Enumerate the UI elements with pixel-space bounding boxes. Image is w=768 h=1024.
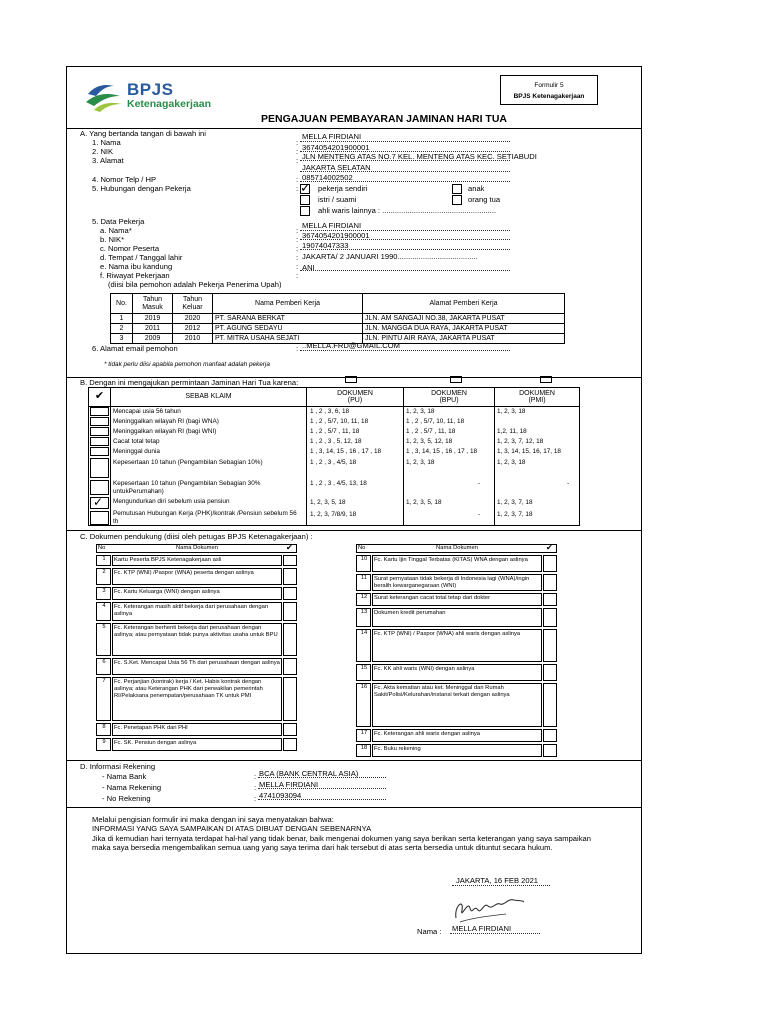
col-line — [110, 406, 111, 526]
bpu-row-8: 1, 2, 3, 5, 18 — [406, 499, 442, 506]
dotted-line — [452, 885, 550, 886]
doc-no: 15 — [360, 665, 368, 671]
th-no: No. — [111, 294, 133, 314]
statement-line-3: Jika di kemudian hari ternyata terdapat hal-hal yang tidak benar, baik mengenai dokumen yang saya berikan serta keterangan yang saya sampaikan maka saya bersedia mengembalikan semua uang yang saya terima dari hak tersebut di atas serta bersedia untuk dituntut secara hukum. — [92, 834, 591, 853]
checkbox-row-4[interactable] — [90, 437, 109, 446]
checkbox-dokumen-pu[interactable] — [345, 376, 357, 383]
option-anak: anak — [468, 184, 485, 193]
cell: PT. SARANA BERKAT — [213, 314, 363, 324]
sebab-row-3: Meninggalkan wilayah RI (bagi WNI) — [113, 428, 217, 435]
statement-line-2: INFORMASI YANG SAYA SAMPAIKAN DI ATAS DIBUAT DENGAN SEBENARNYA — [92, 824, 372, 833]
pu-row-8: 1, 2, 3, 5, 18 — [310, 499, 346, 506]
pmi-row-6: 1, 2, 3, 18 — [497, 459, 526, 466]
checkbox-anak[interactable] — [452, 184, 462, 194]
doc-name: Fc. Perjanjian (kontrak) kerja / Ket. Habis kontrak dengan aslinya; atau Keterangan PHK dari perwakilan pemerintah RI/Pelaksana penempatan/perusahaan TK untuk PMI — [114, 678, 263, 699]
label-email: 6. Alamat email pemohon — [92, 344, 178, 353]
bpu-row-3: 1 , 2 , 5/7 , 11, 18 — [406, 428, 456, 435]
value-ibu: ANI — [302, 263, 315, 272]
doc-no: 3 — [102, 588, 106, 594]
colon: : — [296, 184, 299, 193]
option-istri-suami: istri / suami — [318, 195, 357, 204]
value-pekerja-nik: 3674054201900001 — [302, 231, 370, 240]
col-line — [403, 406, 404, 526]
pu-row-3: 1 , 2 , 5/7 , 11, 18 — [310, 428, 360, 435]
pmi-row-3: 1,2, 11, 18 — [497, 428, 527, 435]
value-bank: BCA (BANK CENTRAL ASIA) — [259, 769, 359, 778]
doc-name: Surat pernyataan tidak bekerja di Indonesia lagi (WNA)/ingin beralih kewarganegaraan (WNI) — [374, 575, 530, 589]
doc-header-check: ✔ — [286, 543, 293, 552]
colon: : — [254, 794, 257, 803]
label-alamat: 3. Alamat — [92, 156, 124, 165]
doc-name: Fc. Penetapan PHK dari PHI — [114, 724, 188, 731]
pmi-row-7: - — [567, 480, 570, 487]
th-alamat: Alamat Pemberi Kerja — [363, 294, 565, 314]
colon: : — [296, 226, 299, 235]
dotted-line — [300, 239, 510, 240]
label-pekerja-nama: a. Nama* — [100, 226, 132, 235]
label-pekerja-nik: b. NIK* — [100, 235, 125, 244]
sebab-row-5: Meninggal dunia — [113, 448, 160, 455]
doc-no: 4 — [102, 603, 106, 609]
doc-header-check: ✔ — [546, 543, 553, 552]
checkbox-orang-tua[interactable] — [452, 195, 462, 205]
pmi-row-5: 1, 3, 14, 15, 16, 17, 18 — [497, 448, 561, 455]
value-alamat-2: JAKARTA SELATAN — [302, 163, 371, 172]
dotted-line — [258, 777, 386, 778]
value-ttl: JAKARTA/ 2 JANUARI 1990...................................... — [302, 252, 478, 261]
checkbox-row-2[interactable] — [90, 417, 109, 426]
statement-line-1: Melalui pengisian formulir ini maka dengan ini saya menyatakan bahwa: — [92, 815, 334, 824]
value-nik: 3674054201900001 — [302, 143, 370, 152]
th-pemberi: Nama Pemberi Kerja — [213, 294, 363, 314]
checkbox-row-1[interactable] — [90, 407, 109, 416]
doc-no: 18 — [360, 745, 368, 751]
checkmark-icon: ✓ — [300, 180, 311, 195]
pmi-row-4: 1, 2, 3, 7, 12, 18 — [497, 438, 544, 445]
doc-name: Fc. Keterangan masih aktif bekerja dari perusahaan dengan aslinya — [114, 603, 269, 617]
value-telp: 085714002502 — [302, 173, 353, 182]
pu-row-6: 1 , 2 , 3 , 4/5, 18 — [310, 459, 357, 466]
doc-name: Fc. Kartu Keluarga (WNI) dengan aslinya — [114, 588, 220, 595]
dotted-line — [300, 171, 510, 172]
checkbox-dokumen-pmi[interactable] — [540, 376, 552, 383]
section-c-heading: C. Dokumen pendukung (diisi oleh petugas BPJS Ketenagakerjaan) : — [80, 532, 313, 541]
doc-header-nama: Nama Dokumen — [436, 545, 478, 551]
option-pekerja-sendiri: pekerja sendiri — [318, 184, 368, 193]
colon: : — [296, 344, 299, 353]
pmi-row-9: 1, 2, 3, 7, 18 — [497, 511, 533, 518]
checkbox-doc-1[interactable] — [283, 555, 297, 566]
pu-row-2: 1 , 2 , 5/7, 10, 11, 18 — [310, 418, 369, 425]
doc-header-no: No — [358, 545, 366, 551]
dotted-line — [300, 141, 510, 142]
th-dok-bpu-1: DOKUMEN — [431, 389, 467, 397]
dotted-line — [300, 270, 510, 271]
table-row — [111, 324, 565, 334]
footnote: * tidak perlu diisi apabila pemohon manfaat adalah pekerja — [104, 361, 270, 368]
checkbox-doc-2[interactable] — [283, 568, 297, 585]
checkbox-istri-suami[interactable] — [300, 195, 310, 205]
th-dok-bpu-2: (BPU) — [439, 397, 459, 404]
checkbox-doc-17[interactable] — [543, 729, 557, 742]
doc-no: 1 — [102, 556, 106, 562]
data-pekerja-heading: 5. Data Pekerja — [92, 217, 145, 226]
value-nama: MELLA FIRDIANI — [302, 132, 362, 141]
checkbox-doc-13[interactable] — [543, 608, 557, 627]
checkbox-row-3[interactable] — [90, 427, 109, 436]
dotted-line — [300, 249, 510, 250]
form-number: Formulir 5 — [534, 82, 564, 89]
divider — [66, 807, 642, 808]
option-ahli-waris: ahli waris lainnya : ...................................................... — [318, 206, 497, 215]
divider — [66, 530, 642, 531]
doc-name: Fc. S.Ket. Mencapai Usia 56 Th dari perusahaan dengan aslinya — [114, 659, 280, 666]
doc-no: 14 — [360, 630, 368, 636]
bpu-row-5: 1 , 3, 14, 15 , 16 , 17 , 18 — [406, 448, 478, 455]
checkbox-doc-5[interactable] — [283, 623, 297, 656]
doc-no: 8 — [102, 724, 106, 730]
checkbox-dokumen-bpu[interactable] — [450, 376, 462, 383]
checkbox-doc-14[interactable] — [543, 629, 557, 662]
table-header — [89, 388, 580, 407]
doc-name: Fc. Keterangan ahli waris dengan aslinya — [374, 730, 481, 737]
th-keluar: Tahun Keluar — [173, 294, 213, 314]
dotted-line — [300, 350, 510, 351]
cell: 2020 — [173, 314, 213, 324]
label-telp: 4. Nomor Telp / HP — [92, 175, 157, 184]
checkmark-icon: ✓ — [93, 495, 104, 509]
colon: : — [296, 235, 299, 244]
logo-text: BPJS — [127, 80, 174, 99]
doc-no: 5 — [102, 624, 106, 630]
colon: : — [296, 138, 299, 147]
section-b-heading: B. Dengan ini mengajukan permintaan Jaminan Hari Tua karena: — [80, 378, 299, 387]
checkbox-doc-9[interactable] — [283, 738, 297, 751]
checkbox-doc-3[interactable] — [283, 587, 297, 600]
cell: PT. MITRA USAHA SEJATI — [213, 334, 363, 344]
cell: 2011 — [133, 324, 173, 334]
sebab-klaim-table — [88, 387, 580, 407]
col-line — [306, 406, 307, 526]
checkbox-doc-8[interactable] — [283, 723, 297, 736]
section-d-heading: D. Informasi Rekening — [80, 762, 156, 771]
checkbox-doc-6[interactable] — [283, 658, 297, 675]
doc-no: 16 — [360, 684, 368, 690]
checkbox-doc-12[interactable] — [543, 593, 557, 606]
th-check: ✔ — [89, 388, 111, 407]
doc-no: 9 — [102, 739, 106, 745]
bpu-row-6: 1, 2, 3, 18 — [406, 459, 435, 466]
colon: : — [296, 271, 299, 280]
doc-name: Fc. SK. Pensiun dengan aslinya — [114, 739, 197, 746]
checkbox-row-9[interactable] — [90, 511, 109, 525]
value-no-rekening: 4741093094 — [259, 791, 302, 800]
th-dok-pu-2: (PU) — [347, 397, 363, 404]
doc-no: 7 — [102, 678, 106, 684]
label-nama-rekening: - Nama Rekening — [102, 783, 162, 792]
sign-place-date: JAKARTA, 16 FEB 2021 — [456, 876, 539, 885]
bpjs-logo-icon — [84, 80, 126, 112]
checkbox-row-5[interactable] — [90, 447, 109, 456]
pmi-row-1: 1, 2, 3, 18 — [497, 408, 526, 415]
label-nama: 1. Nama — [92, 138, 121, 147]
bpu-row-1: 1, 2, 3, 18 — [406, 408, 435, 415]
checkbox-ahli-waris[interactable] — [300, 206, 310, 216]
doc-name: Dokumen kredit perumahan — [374, 609, 446, 616]
cell: PT. AGUNG SEDAYU — [213, 324, 363, 334]
doc-no: 6 — [102, 659, 106, 665]
th-sebab: SEBAB KLAIM — [111, 388, 307, 407]
th-dok-pmi — [495, 388, 580, 407]
label-ttl: d. Tempat / Tanggal lahir — [100, 253, 183, 262]
cell: 2019 — [133, 314, 173, 324]
riwayat-note: (diisi bila pemohon adalah Pekerja Penerima Upah) — [108, 280, 282, 289]
colon: : — [296, 147, 299, 156]
sebab-row-8: Mengundurkan diri sebelum usia pensiun — [113, 498, 230, 505]
pu-row-1: 1 , 2 , 3, 6, 18 — [310, 408, 350, 415]
pmi-row-8: 1, 2, 3, 7, 18 — [497, 499, 533, 506]
cell: JLN. PINTU AIR RAYA, JAKARTA PUSAT — [363, 334, 565, 344]
label-hubungan: 5. Hubungan dengan Pekerja — [92, 184, 191, 193]
sebab-row-2: Meninggalkan wilayah RI (bagi WNA) — [113, 418, 219, 425]
label-ibu: e. Nama ibu kandung — [100, 262, 173, 271]
label-no-rekening: - No Rekening — [102, 794, 151, 803]
sebab-row-7: Kepesertaan 10 tahun (Pengambilan Sebagian 30% untukPerumahan) — [113, 480, 261, 495]
label-nomor-peserta: c. Nomor Peserta — [100, 244, 160, 253]
label-nama-bank: - Nama Bank — [102, 772, 147, 781]
checkbox-doc-10[interactable] — [543, 555, 557, 572]
th-dok-pmi-2: (PMI) — [528, 397, 546, 404]
doc-header-nama: Nama Dokumen — [176, 545, 218, 551]
checkbox-doc-18[interactable] — [543, 744, 557, 757]
sebab-row-9: Pemutusan Hubungan Kerja (PHK)/kontrak /Pensiun sebelum 56 th — [113, 510, 297, 525]
doc-name: Fc. KK ahli waris (WNI) dengan aslinya — [374, 665, 475, 672]
checkbox-doc-11[interactable] — [543, 574, 557, 591]
doc-name: Surat keterangan cacat total tetap dari dokter — [374, 594, 491, 601]
sebab-row-4: Cacat total tetap — [113, 438, 160, 445]
cell: 2012 — [173, 324, 213, 334]
value-pekerja-nama: MELLA FIRDIANI — [302, 221, 362, 230]
checkbox-doc-15[interactable] — [543, 664, 557, 681]
checkbox-doc-4[interactable] — [283, 602, 297, 621]
logo-subtext: Ketenagakerjaan — [127, 98, 212, 110]
riwayat-table — [110, 293, 565, 344]
sebab-row-1: Mencapai usia 56 tahun — [113, 408, 181, 415]
sign-nama-label: Nama : — [417, 927, 442, 936]
doc-no: 13 — [360, 609, 368, 615]
colon: : — [254, 783, 257, 792]
cell: JLN. AM SANGAJI NO.38, JAKARTA PUSAT — [363, 314, 565, 324]
form-number-box — [500, 75, 598, 105]
dotted-line — [300, 160, 510, 161]
label-nik: 2. NIK — [92, 147, 114, 156]
section-a-heading: A. Yang bertanda tangan di bawah ini — [80, 129, 206, 138]
th-dok-bpu — [404, 388, 495, 407]
pu-row-4: 1 , 2 , 3 , 5, 12, 18 — [310, 438, 362, 445]
checkbox-doc-7[interactable] — [283, 677, 297, 721]
cell: 3 — [111, 334, 133, 344]
bpu-row-9: - — [478, 511, 481, 518]
col-line — [494, 406, 495, 526]
doc-name: Fc. Buku rekening — [374, 745, 421, 752]
doc-name: Kartu Peserta BPJS Ketenagakerjaan asli — [114, 556, 222, 563]
sign-nama: MELLA FIRDIANI — [452, 924, 512, 933]
doc-no: 10 — [360, 556, 368, 562]
dotted-line — [258, 788, 386, 789]
cell: 1 — [111, 314, 133, 324]
form-org: BPJS Ketenagakerjaan — [513, 93, 585, 100]
colon: : — [254, 772, 257, 781]
checkbox-row-7[interactable] — [90, 480, 109, 495]
colon: : — [296, 262, 299, 271]
colon: : — [296, 253, 299, 262]
th-dok-pu-1: DOKUMEN — [337, 389, 373, 397]
doc-no: 12 — [360, 594, 368, 600]
doc-name: Fc. Kartu Ijin Tinggal Terbatas (KITAS) WNA dengan aslinya — [374, 556, 528, 563]
doc-name: Fc. Keterangan berhenti bekerja dari perusahaan dengan aslinya; atau pernyataan tidak punya aktivitas usaha untuk BPU — [114, 624, 278, 638]
bpu-row-2: 1 , 2 , 5/7, 10, 11, 18 — [406, 418, 465, 425]
divider — [66, 760, 642, 761]
colon: : — [296, 244, 299, 253]
pu-row-7: 1 , 2 , 3 , 4/5, 13, 18 — [310, 480, 367, 487]
th-masuk: Tahun Masuk — [133, 294, 173, 314]
table-row — [111, 314, 565, 324]
doc-header-no: No — [98, 545, 106, 551]
doc-name: Fc. KTP (WNI) / Paspor (WNA) ahli waris dengan aslinya — [374, 630, 521, 637]
signature-scribble-icon — [448, 892, 528, 928]
sebab-row-6: Kepesertaan 10 tahun (Pengambilan Sebagian 10%) — [113, 459, 263, 466]
doc-name: Fc. Akta kematian atau ket. Meninggal dari Rumah Sakit/Polisi/Kelurahan/instansi terkait dengan aslinya — [374, 684, 510, 698]
bpu-row-4: 1, 2, 3, 5, 12, 18 — [406, 438, 453, 445]
doc-no: 17 — [360, 730, 368, 736]
value-email: ..MELLA.FRD@GMAIL.COM — [302, 341, 401, 350]
pu-row-5: 1 , 3, 14, 15 , 16 , 17 , 18 — [310, 448, 382, 455]
doc-name: Fc. KTP (WNI) /Paspor (WNA) peserta dengan aslinya — [114, 569, 254, 576]
cell: 2 — [111, 324, 133, 334]
colon: : — [296, 156, 299, 165]
option-orang-tua: orang tua — [468, 195, 501, 204]
value-nama-rekening: MELLA FIRDIANI — [259, 780, 319, 789]
cell: 2010 — [173, 334, 213, 344]
pu-row-9: 1, 2, 3, 7/8/9, 18 — [310, 511, 357, 518]
page-title: PENGAJUAN PEMBAYARAN JAMINAN HARI TUA — [260, 113, 507, 125]
value-nomor-peserta: 19074047333 — [302, 241, 349, 250]
th-dok-pu — [307, 388, 404, 407]
checkbox-doc-16[interactable] — [543, 683, 557, 727]
cell: 2009 — [133, 334, 173, 344]
cell: JLN. MANGGA DUA RAYA, JAKARTA PUSAT — [363, 324, 565, 334]
dotted-line — [450, 933, 540, 934]
dotted-line — [258, 799, 386, 800]
doc-no: 11 — [360, 575, 368, 581]
th-dok-pmi-1: DOKUMEN — [519, 389, 555, 397]
colon: : — [296, 175, 299, 184]
dotted-line — [300, 181, 510, 182]
checkbox-row-6[interactable] — [90, 458, 109, 478]
table-header — [111, 294, 565, 314]
label-riwayat: f. Riwayat Pekerjaan — [100, 271, 170, 280]
doc-no: 2 — [102, 569, 106, 575]
value-alamat-1: JLN MENTENG ATAS NO.7 KEL. MENTENG ATAS KEC. SETIABUDI — [302, 152, 537, 161]
bpu-row-7: - — [478, 480, 481, 487]
